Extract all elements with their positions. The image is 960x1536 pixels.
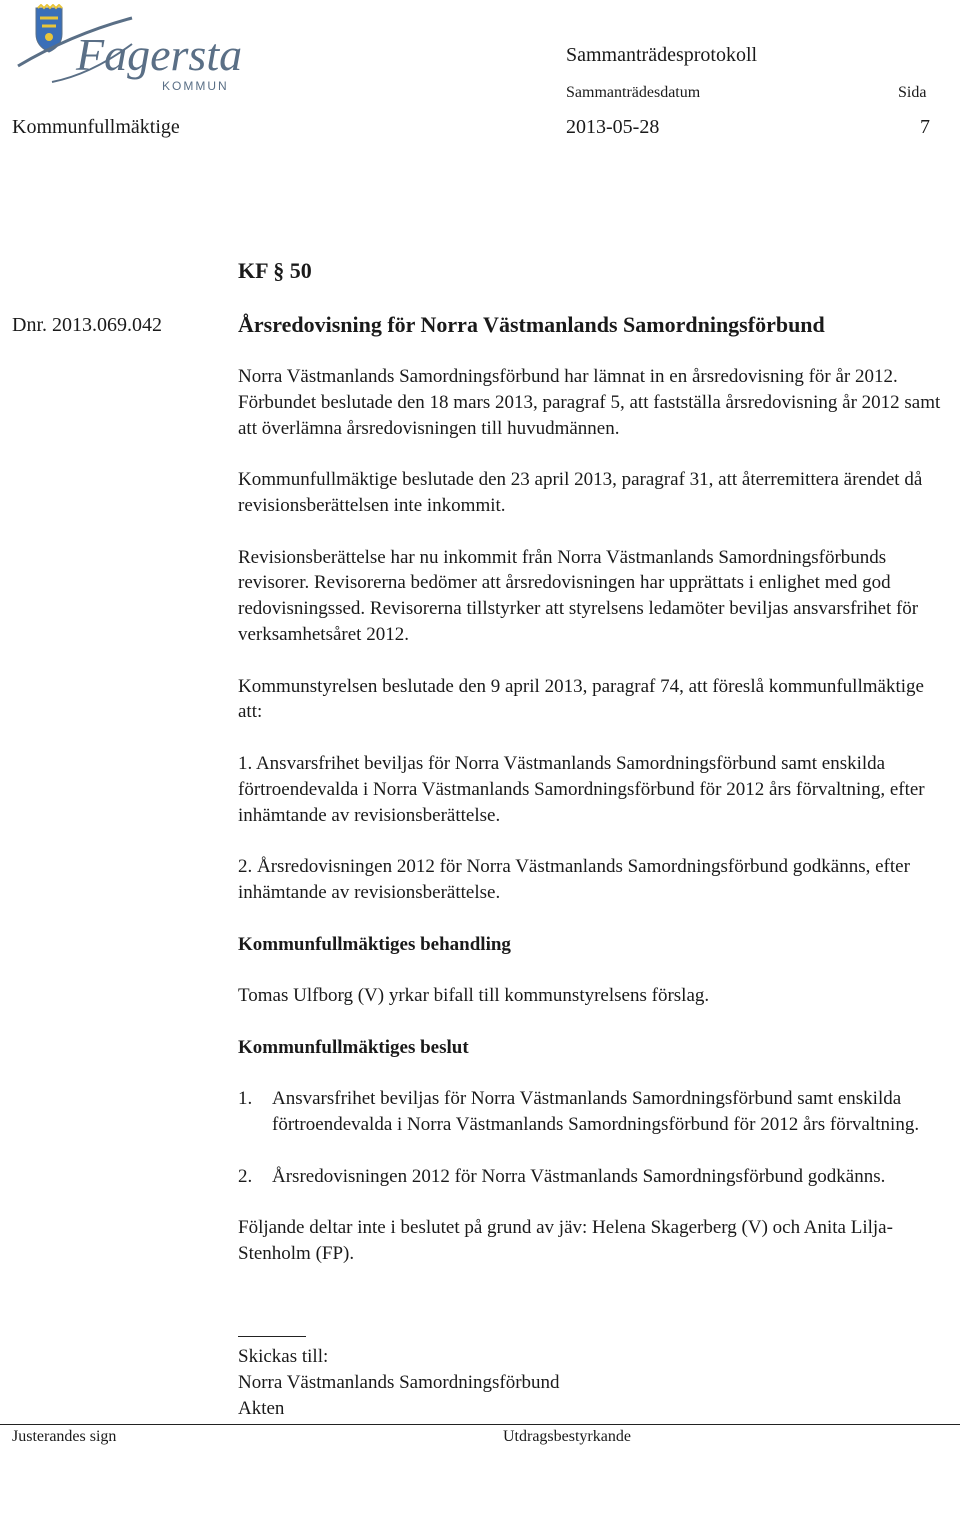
paragraph: Kommunfullmäktige beslutade den 23 april 2013, paragraf 31, att återremittera ärendet då revisionsberättelsen inte inkommit. [238,469,923,516]
paragraph: 1. Ansvarsfrihet beviljas för Norra Västmanlands Samordningsförbund samt enskilda förtroendevalda i Norra Västmanlands Samordningsförbund för 2012 års förvaltning, efter inhämtande av revisionsberättelse. [238,752,925,826]
diary-number: Dnr. 2013.069.042 [12,314,162,336]
date-label: Sammanträdesdatum [566,84,701,101]
decision-number: 2. [238,1165,253,1187]
paragraph: Norra Västmanlands Samordningsförbund har lämnat in en årsredovisning för år 2012. Förbundet beslutade den 18 mars 2013, paragraf 5, att fastställa årsredovisning år 2012 samt att överlämna årsredovisningen till huvudmännen. [238,366,941,439]
footer-justerandes-sign: Justerandes sign [12,1428,117,1445]
paragraph: 2. Årsredovisningen 2012 för Norra Västmanlands Samordningsförbund godkänns, efter inhämtande av revisionsberättelse. [238,856,910,903]
meeting-date: 2013-05-28 [566,116,660,138]
body-name: Kommunfullmäktige [12,116,180,138]
footer-utdragsbestyrkande: Utdragsbestyrkande [503,1428,631,1445]
handling-heading: Kommunfullmäktiges behandling [238,933,511,955]
decision-item [238,1164,948,1190]
protocol-title: Sammanträdesprotokoll [566,44,758,66]
decision-number: 1. [238,1088,253,1110]
fagersta-logo [12,4,242,96]
kf-paragraph-number: KF § 50 [238,258,312,283]
footer-divider [0,1424,960,1425]
divider [238,1336,306,1337]
jav-text: Följande deltar inte i beslutet på grund av jäv: Helena Skagerberg (V) och Anita Lilja-Stenholm (FP). [238,1217,893,1265]
recipient: Norra Västmanlands Samordningsförbund [238,1371,560,1393]
page-label: Sida [898,84,927,101]
paragraph: Kommunstyrelsen beslutade den 9 april 2013, paragraf 74, att föreslå kommunfullmäktige att: [238,675,924,723]
recipient: Akten [238,1397,285,1419]
handling-text: Tomas Ulfborg (V) yrkar bifall till kommunstyrelsens förslag. [238,985,710,1007]
case-title: Årsredovisning för Norra Västmanlands Samordningsförbund [238,312,825,337]
page-number: 7 [920,116,930,138]
document-body [238,364,948,1293]
sent-to-label: Skickas till: [238,1346,329,1367]
decision-item [238,1086,948,1138]
beslut-heading: Kommunfullmäktiges beslut [238,1036,469,1058]
svg-text:Fagersta: Fagersta [76,29,242,80]
svg-text:KOMMUN: KOMMUN [162,79,229,93]
sent-to [238,1344,560,1421]
decision-text: Årsredovisningen 2012 för Norra Västmanlands Samordningsförbund godkänns. [272,1165,886,1187]
paragraph: Revisionsberättelse har nu inkommit från Norra Västmanlands Samordningsförbunds revisorer. Revisorerna bedömer att årsredovisningen har upprättats i enlighet med god redovisningssed. Revisorerna tillstyrker att styrelsens ledamöter beviljas ansvarsfrihet för verksamhetsåret 2012. [238,546,919,645]
coat-of-arms-icon [12,4,242,96]
decision-text: Ansvarsfrihet beviljas för Norra Västmanlands Samordningsförbund samt enskilda förtroendevalda i Norra Västmanlands Samordningsförbund för 2012 års förvaltning. [272,1088,920,1136]
